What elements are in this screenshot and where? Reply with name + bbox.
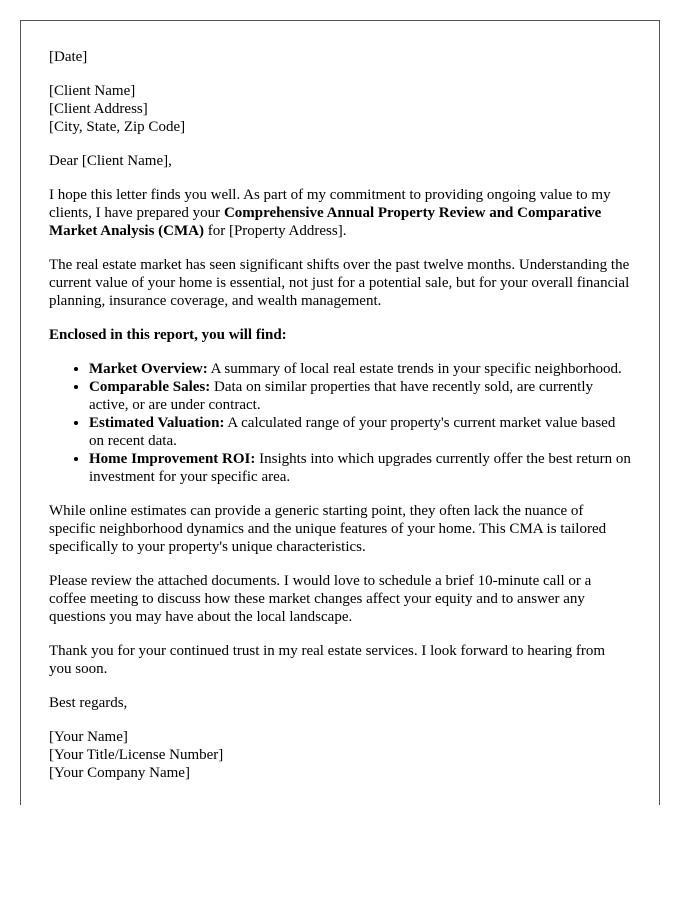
enclosed-list [49, 360, 631, 486]
list-item [89, 378, 631, 414]
online-estimates-paragraph: While online estimates can provide a generic starting point, they often lack the nuance of specific neighborhood dynamics and the unique features of your home. This CMA is tailored specifically to your property's unique characteristics. [49, 503, 607, 555]
list-item-title: Home Improvement ROI: [89, 451, 256, 467]
list-item-text: Data on similar properties that have recently sold, are currently active, or are under contract. [89, 379, 594, 413]
closing: Best regards, [49, 695, 128, 711]
recipient-block [49, 82, 631, 136]
market-paragraph: The real estate market has seen significant shifts over the past twelve months. Understanding the current value of your home is essential, not just for a potential sale, but for your overall financial planning, insurance coverage, and wealth management. [49, 257, 630, 309]
list-item-title: Comparable Sales: [89, 379, 211, 395]
signature-company: [Your Company Name] [49, 765, 190, 781]
signature-block [49, 728, 631, 782]
recipient-name: [Client Name] [49, 83, 136, 99]
intro-text-end: for [Property Address]. [203, 223, 347, 239]
list-item-title: Estimated Valuation: [89, 415, 225, 431]
review-paragraph: Please review the attached documents. I would love to schedule a brief 10-minute call or a coffee meeting to discuss how these market changes affect your equity and to answer any questions you may have about the local landscape. [49, 573, 592, 625]
intro-report-title: Comprehensive Annual Property Review and Comparative Market Analysis (CMA) [49, 205, 602, 239]
list-item-text: A summary of local real estate trends in your specific neighborhood. [207, 361, 622, 377]
list-item [89, 414, 631, 450]
list-item [89, 360, 631, 378]
list-item-text: A calculated range of your property's current market value based on recent data. [89, 415, 616, 449]
salutation: Dear [Client Name], [49, 153, 172, 169]
intro-paragraph [49, 186, 631, 240]
list-item-text: Insights into which upgrades currently offer the best return on investment for your specific area. [89, 451, 631, 485]
signature-title: [Your Title/License Number] [49, 747, 224, 763]
letter-date: [Date] [49, 49, 88, 65]
intro-text-start: I hope this letter finds you well. As part of my commitment to providing ongoing value to my clients, I have prepared your [49, 187, 611, 221]
signature-name: [Your Name] [49, 729, 128, 745]
list-item [89, 450, 631, 486]
enclosed-heading [49, 326, 631, 344]
enclosed-heading-text: Enclosed in this report, you will find: [49, 327, 287, 343]
list-item-title: Market Overview: [89, 361, 208, 377]
recipient-city-state-zip: [City, State, Zip Code] [49, 119, 186, 135]
thanks-paragraph: Thank you for your continued trust in my real estate services. I look forward to hearing from you soon. [49, 643, 606, 677]
letter-page [20, 20, 660, 805]
recipient-address: [Client Address] [49, 101, 148, 117]
